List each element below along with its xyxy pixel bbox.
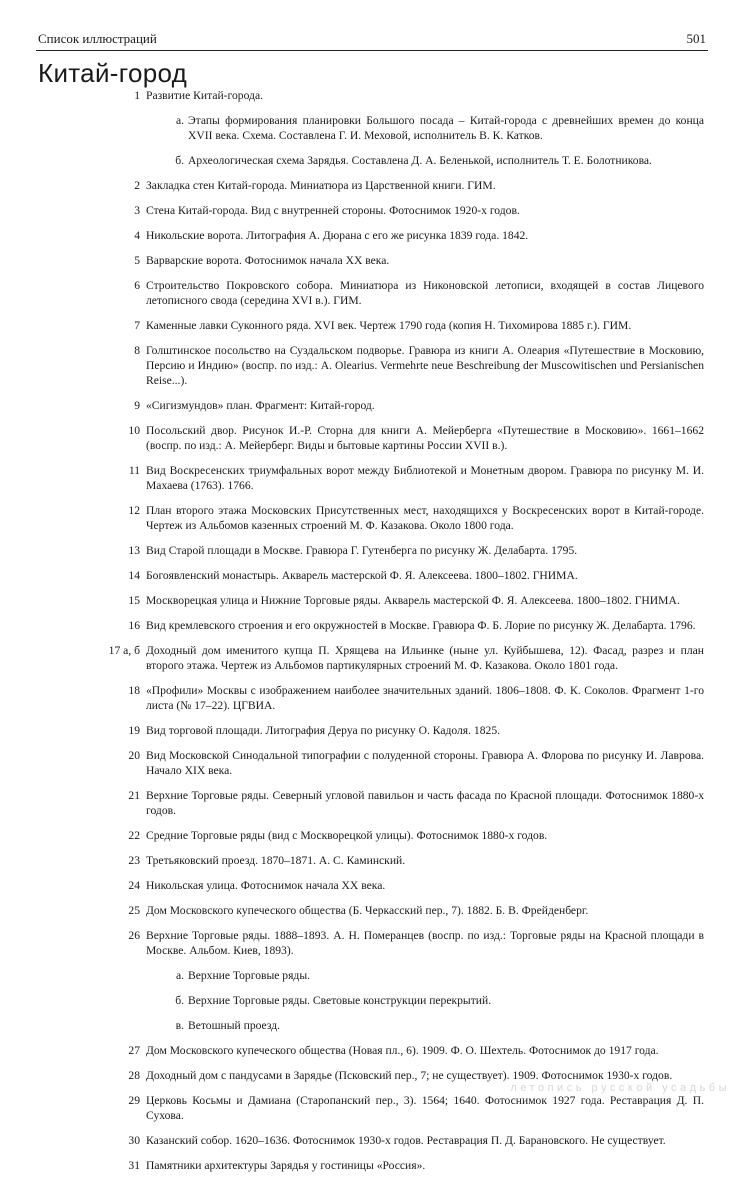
item-text: Вид Старой площади в Москве. Гравюра Г. Гутенберга по рисунку Ж. Делабарта. 1795. bbox=[146, 544, 578, 557]
list-item bbox=[0, 878, 744, 893]
list-item bbox=[0, 853, 744, 868]
list-item bbox=[0, 203, 744, 218]
item-text: Верхние Торговые ряды. Северный угловой павильон и часть фасада по Красной площади. Фотоснимок 1880-х годов. bbox=[146, 789, 704, 817]
list-item bbox=[0, 1093, 744, 1123]
list-item bbox=[0, 278, 744, 308]
item-number: в. bbox=[175, 1019, 184, 1032]
list-item bbox=[0, 643, 744, 673]
item-text: Развитие Китай-города. bbox=[146, 89, 263, 102]
item-text: Варварские ворота. Фотоснимок начала XX века. bbox=[146, 254, 390, 267]
item-number: 5 bbox=[134, 254, 140, 267]
item-number: 27 bbox=[128, 1044, 140, 1057]
item-number: 11 bbox=[128, 464, 140, 477]
item-text: Вид торговой площади. Литография Деруа по рисунку О. Кадоля. 1825. bbox=[146, 724, 501, 737]
item-text: Доходный дом именитого купца П. Хрящева на Ильинке (ныне ул. Куйбышева, 12). Фасад, разрез и план второго этажа. Чертеж из Альбомов партикулярных строений М. Ф. Казакова. Около 1801 года. bbox=[146, 644, 704, 672]
watermark: летопись русской усадьбы bbox=[510, 1082, 730, 1094]
list-subitem bbox=[0, 968, 744, 983]
item-text: Дом Московского купеческого общества (Новая пл., 6). 1909. Ф. О. Шехтель. Фотоснимок до 1917 года. bbox=[146, 1044, 659, 1057]
list-subitem bbox=[0, 993, 744, 1008]
item-text: Никольские ворота. Литография А. Дюрана с его же рисунка 1839 года. 1842. bbox=[146, 229, 529, 242]
list-subitem bbox=[0, 113, 744, 143]
item-text: Памятники архитектуры Зарядья у гостиницы «Россия». bbox=[146, 1159, 426, 1172]
list-item bbox=[0, 343, 744, 388]
item-number: 13 bbox=[128, 544, 140, 557]
item-number: 19 bbox=[128, 724, 140, 737]
item-text: Верхние Торговые ряды. bbox=[188, 969, 311, 982]
item-text: Верхние Торговые ряды. Световые конструкции перекрытий. bbox=[188, 994, 492, 1007]
item-number: 29 bbox=[128, 1094, 140, 1107]
section-title: Список иллюстраций bbox=[38, 31, 157, 46]
list-item bbox=[0, 928, 744, 958]
item-number: 25 bbox=[128, 904, 140, 917]
list-item bbox=[0, 593, 744, 608]
list-item bbox=[0, 318, 744, 333]
item-text: Голштинское посольство на Суздальском подворье. Гравюра из книги А. Олеария «Путешествие в Московию, Персию и Индию» (воспр. по изд.: A. Olearius. Vermehrte neue Beschreibung der Muscowitischen und Persianischen Reise...). bbox=[146, 344, 704, 387]
illustration-list bbox=[0, 88, 744, 1183]
item-text: План второго этажа Московских Присутственных мест, находящихся у Воскресенских ворот в Китай-городе. Чертеж из Альбомов казенных строений М. Ф. Казакова. Около 1800 года. bbox=[146, 504, 704, 532]
page-title: Китай-город bbox=[38, 58, 188, 88]
item-number: 28 bbox=[128, 1069, 140, 1082]
item-text: Ветошный проезд. bbox=[188, 1019, 281, 1032]
item-text: Казанский собор. 1620–1636. Фотоснимок 1930-х годов. Реставрация П. Д. Барановского. Не существует. bbox=[146, 1134, 666, 1147]
list-item bbox=[0, 503, 744, 533]
item-text: «Сигизмундов» план. Фрагмент: Китай-город. bbox=[146, 399, 375, 412]
list-item bbox=[0, 463, 744, 493]
item-text: Стена Китай-города. Вид с внутренней стороны. Фотоснимок 1920-х годов. bbox=[146, 204, 520, 217]
item-number: 8 bbox=[134, 344, 140, 357]
item-text: Каменные лавки Суконного ряда. XVI век. Чертеж 1790 года (копия Н. Тихомирова 1885 г.). ГИМ. bbox=[146, 319, 632, 332]
list-item bbox=[0, 423, 744, 453]
list-item bbox=[0, 788, 744, 818]
list-item bbox=[0, 178, 744, 193]
item-number: 10 bbox=[128, 424, 140, 437]
list-item bbox=[0, 88, 744, 103]
list-subitem bbox=[0, 1018, 744, 1033]
list-item bbox=[0, 1158, 744, 1173]
list-subitem bbox=[0, 153, 744, 168]
item-text: Посольский двор. Рисунок И.-Р. Сторна для книги А. Мейерберга «Путешествие в Московию». 1661–1662 (воспр. по изд.: А. Мейерберг. Виды и бытовые картины России XVII в.). bbox=[146, 424, 704, 452]
list-item bbox=[0, 903, 744, 918]
item-text: Вид кремлевского строения и его окружностей в Москве. Гравюра Ф. Б. Лорие по рисунку Ж. Делабарта. 1796. bbox=[146, 619, 696, 632]
item-number: 21 bbox=[128, 789, 140, 802]
list-item bbox=[0, 1068, 744, 1083]
item-text: Этапы формирования планировки Большого посада – Китай-города с древнейших времен до конца XVII века. Схема. Составлена Г. И. Меховой, исполнитель В. К. Катков. bbox=[188, 114, 704, 142]
list-item bbox=[0, 253, 744, 268]
item-text: Археологическая схема Зарядья. Составлена Д. А. Беленькой, исполнитель Т. Е. Болотникова. bbox=[188, 154, 652, 167]
item-number: 16 bbox=[128, 619, 140, 632]
item-number: 4 bbox=[134, 229, 140, 242]
item-number: 12 bbox=[128, 504, 140, 517]
item-number: 14 bbox=[128, 569, 140, 582]
item-text: Дом Московского купеческого общества (Б. Черкасский пер., 7). 1882. Б. В. Фрейденберг. bbox=[146, 904, 589, 917]
list-item bbox=[0, 683, 744, 713]
item-number: а. bbox=[175, 969, 184, 982]
item-text: Закладка стен Китай-города. Миниатюра из Царственной книги. ГИМ. bbox=[146, 179, 496, 192]
page-number: 501 bbox=[686, 31, 706, 46]
list-item bbox=[0, 1133, 744, 1148]
item-number: 6 bbox=[134, 279, 140, 292]
list-item bbox=[0, 1043, 744, 1058]
item-number: 17 а, б bbox=[108, 644, 140, 657]
item-text: Строительство Покровского собора. Миниатюра из Никоновской летописи, входящей в состав Лицевого летописного свода (середина XVI в.). ГИМ. bbox=[146, 279, 704, 307]
item-number: а. bbox=[175, 114, 184, 127]
item-number: 18 bbox=[128, 684, 140, 697]
item-text: «Профили» Москвы с изображением наиболее значительных зданий. 1806–1808. Ф. К. Соколов. Фрагмент 1-го листа (№ 17–22). ЦГВИА. bbox=[146, 684, 704, 712]
running-head bbox=[36, 30, 708, 51]
item-text: Москворецкая улица и Нижние Торговые ряды. Акварель мастерской Ф. Я. Алексеева. 1800–1802. ГНИМА. bbox=[146, 594, 680, 607]
list-item bbox=[0, 543, 744, 558]
item-number: 31 bbox=[128, 1159, 140, 1172]
item-text: Церковь Косьмы и Дамиана (Старопанский пер., 3). 1564; 1640. Фотоснимок 1927 года. Реставрация Д. П. Сухова. bbox=[146, 1094, 704, 1122]
item-text: Доходный дом с пандусами в Зарядье (Псковский пер., 7; не существует). 1909. Фотоснимок 1930-х годов. bbox=[146, 1069, 673, 1082]
item-text: Третьяковский проезд. 1870–1871. А. С. Каминский. bbox=[146, 854, 406, 867]
list-item bbox=[0, 828, 744, 843]
list-item bbox=[0, 723, 744, 738]
item-number: 7 bbox=[134, 319, 140, 332]
item-text: Верхние Торговые ряды. 1888–1893. А. Н. Померанцев (воспр. по изд.: Торговые ряды на Красной площади в Москве. Альбом. Киев, 1893). bbox=[146, 929, 704, 957]
list-item bbox=[0, 228, 744, 243]
list-item bbox=[0, 568, 744, 583]
item-number: 3 bbox=[134, 204, 140, 217]
item-number: 1 bbox=[134, 89, 140, 102]
list-item bbox=[0, 618, 744, 633]
item-text: Никольская улица. Фотоснимок начала XX века. bbox=[146, 879, 386, 892]
item-number: б. bbox=[175, 994, 184, 1007]
item-number: 2 bbox=[134, 179, 140, 192]
item-number: 26 bbox=[128, 929, 140, 942]
list-item bbox=[0, 398, 744, 413]
item-number: 22 bbox=[128, 829, 140, 842]
item-number: 23 bbox=[128, 854, 140, 867]
item-text: Богоявленский монастырь. Акварель мастерской Ф. Я. Алексеева. 1800–1802. ГНИМА. bbox=[146, 569, 578, 582]
item-number: 24 bbox=[128, 879, 140, 892]
item-number: 20 bbox=[128, 749, 140, 762]
item-number: 15 bbox=[128, 594, 140, 607]
item-number: 30 bbox=[128, 1134, 140, 1147]
item-number: б. bbox=[175, 154, 184, 167]
item-text: Средние Торговые ряды (вид с Москворецкой улицы). Фотоснимок 1880-х годов. bbox=[146, 829, 548, 842]
item-text: Вид Московской Синодальной типографии с полуденной стороны. Гравюра А. Флорова по рисунку И. Лаврова. Начало XIX века. bbox=[146, 749, 704, 777]
item-number: 9 bbox=[134, 399, 140, 412]
item-text: Вид Воскресенских триумфальных ворот между Библиотекой и Монетным двором. Гравюра по рисунку М. И. Махаева (1763). 1766. bbox=[146, 464, 704, 492]
list-item bbox=[0, 748, 744, 778]
